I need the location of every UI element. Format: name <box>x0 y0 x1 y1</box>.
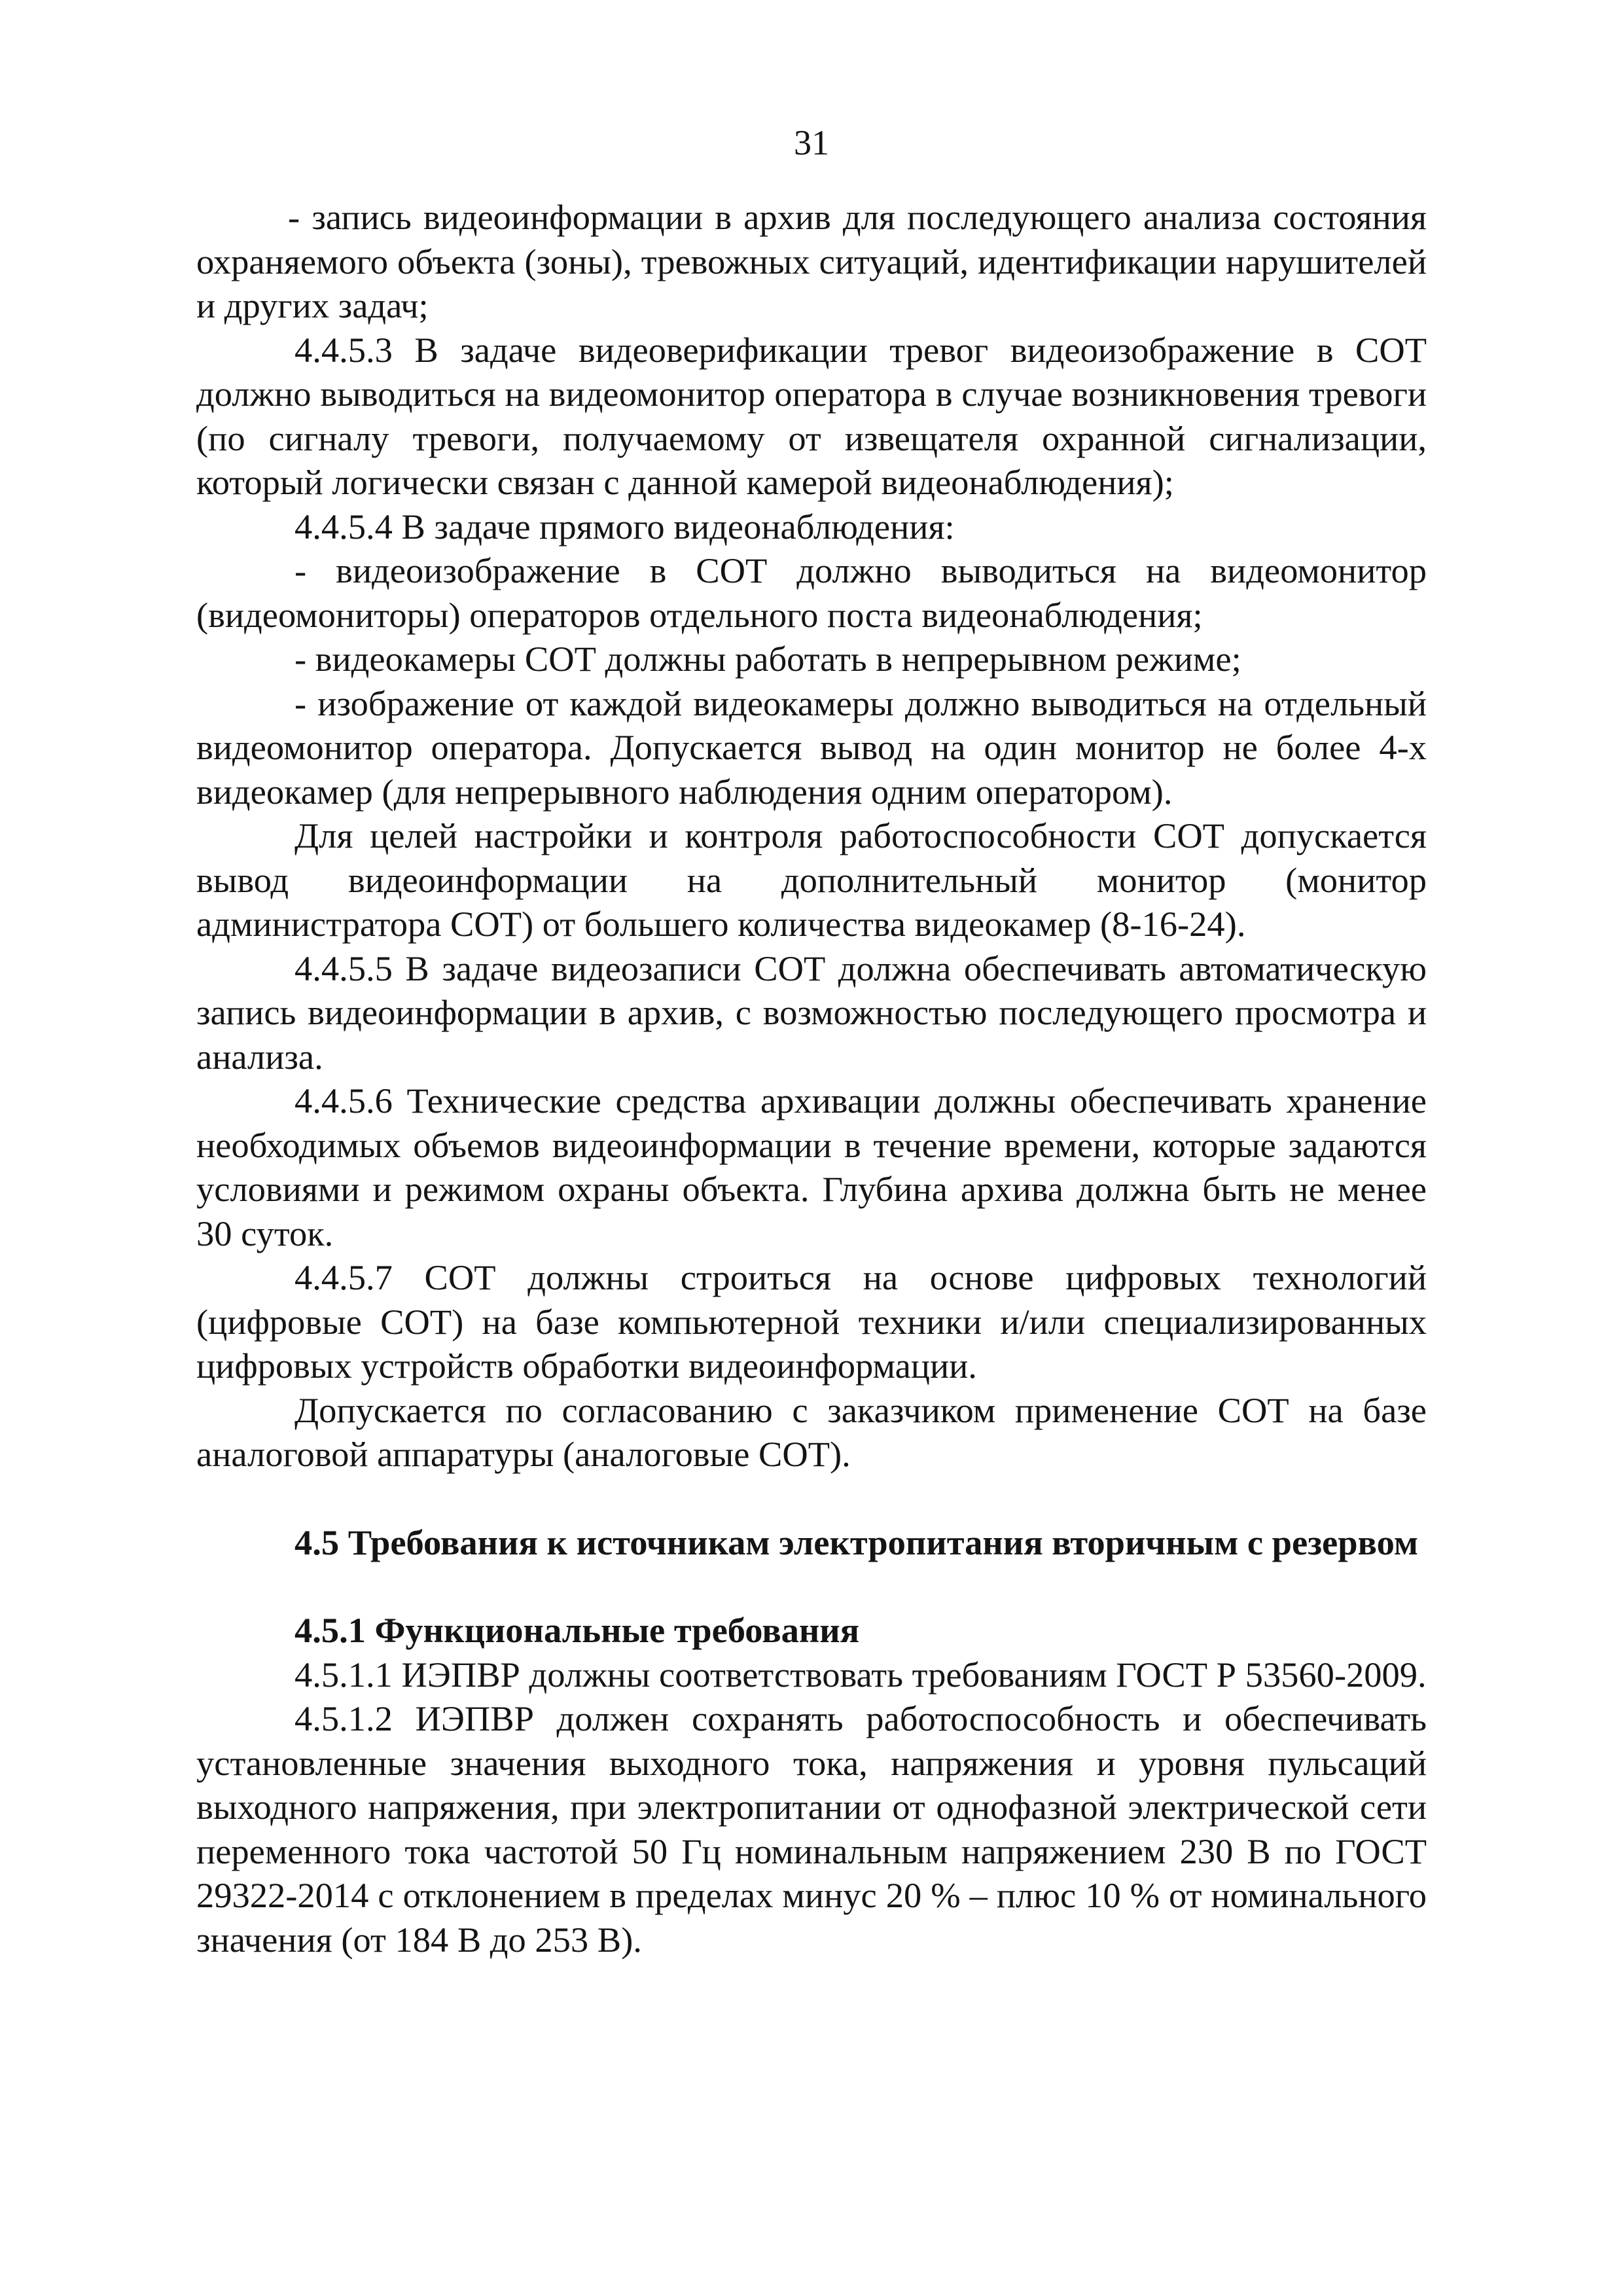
paragraph-direct-video-output: - видеоизображение в СОТ должно выводиться на видеомонитор (видеомониторы) операторов отдельного поста видеонаблюдения; <box>196 550 1427 635</box>
section-heading: 4.5 Требования к источникам электропитания вторичным с резервом <box>294 1522 1418 1562</box>
paragraph-analog-cot: Допускается по согласованию с заказчиком применение СОТ на базе аналоговой аппаратуры (аналоговые СОТ). <box>196 1390 1427 1474</box>
subsection-heading: 4.5.1 Функциональные требования <box>294 1610 860 1650</box>
paragraph-4-5-1-2: 4.5.1.2 ИЭПВР должен сохранять работоспособность и обеспечивать установленные значения выходного тока, напряжения и уровня пульсаций выходного напряжения, при электропитании от однофазной электрической сети переменного тока частотой 50 Гц номинальным напряжением 230 В по ГОСТ 29322-2014 с отклонением в пределах минус 20 % – плюс 10 % от номинального значения (от 184 В до 253 В). <box>196 1698 1427 1960</box>
page-content <box>196 195 1427 1962</box>
paragraph-4-4-5-7: 4.4.5.7 СОТ должны строиться на основе цифровых технологий (цифровые СОТ) на базе компьютерной техники и/или специализированных цифровых устройств обработки видеоинформации. <box>196 1257 1427 1386</box>
paragraph-4-4-5-6: 4.4.5.6 Технические средства архивации должны обеспечивать хранение необходимых объемов видеоинформации в течение времени, которые задаются условиями и режимом охраны объекта. Глубина архива должна быть не менее 30 суток. <box>196 1081 1427 1253</box>
paragraph-separate-monitor: - изображение от каждой видеокамеры должно выводиться на отдельный видеомонитор оператора. Допускается вывод на один монитор не более 4-х видеокамер (для непрерывного наблюдения одним оператором). <box>196 683 1427 812</box>
paragraph-4-4-5-5: 4.4.5.5 В задаче видеозаписи СОТ должна обеспечивать автоматическую запись видеоинформации в архив, с возможностью последующего просмотра и анализа. <box>196 948 1427 1077</box>
paragraph-archive-recording: - запись видеоинформации в архив для последующего анализа состояния охраняемого объекта (зоны), тревожных ситуаций, идентификации нарушителей и других задач; <box>196 197 1427 325</box>
paragraph-admin-monitor: Для целей настройки и контроля работоспособности СОТ допускается вывод видеоинформации на дополнительный монитор (монитор администратора СОТ) от большего количества видеокамер (8-16-24). <box>196 816 1427 944</box>
paragraph-4-4-5-3: 4.4.5.3 В задаче видеоверификации тревог видеоизображение в СОТ должно выводиться на видеомонитор оператора в случае возникновения тревоги (по сигналу тревоги, получаемому от извещателя охранной сигнализации, который логически связан с данной камерой видеонаблюдения); <box>196 329 1427 502</box>
paragraph-4-5-1-1: 4.5.1.1 ИЭПВР должны соответствовать требованиям ГОСТ Р 53560-2009. <box>294 1654 1427 1695</box>
page-number: 31 <box>794 123 829 162</box>
paragraph-4-4-5-4: 4.4.5.4 В задаче прямого видеонаблюдения: <box>294 506 955 547</box>
paragraph-continuous-mode: - видеокамеры СОТ должны работать в непрерывном режиме; <box>294 639 1241 679</box>
